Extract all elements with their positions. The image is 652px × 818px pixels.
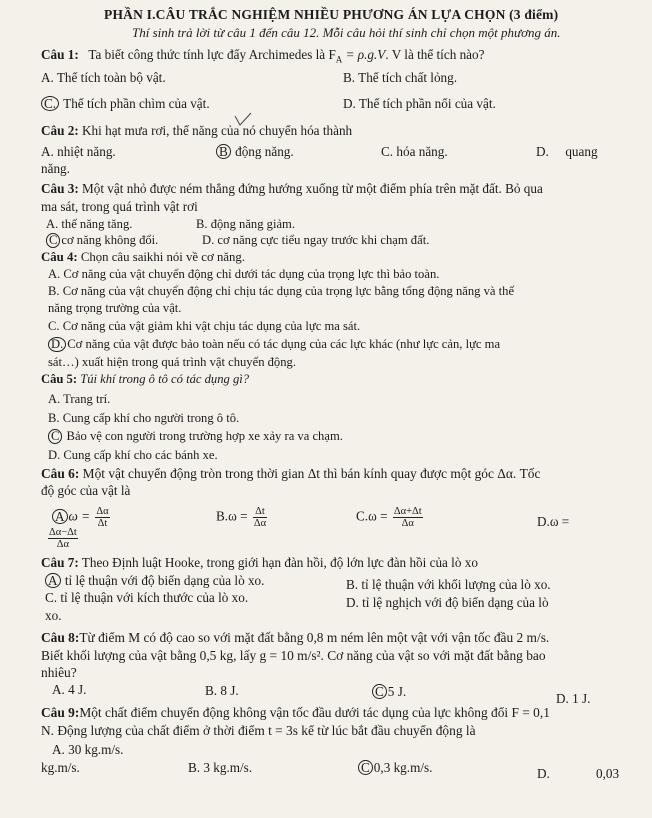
selected-mark: C. xyxy=(41,96,59,111)
question-6-text-2: độ góc của vật là xyxy=(41,483,131,498)
q6-option-c[interactable]: C.ω = $\frac{\Delta\alpha+\Delta t}{\Delta\alpha}$ xyxy=(356,506,422,529)
selected-mark: C xyxy=(372,684,387,699)
question-7: Câu 7: Theo Định luật Hooke, trong giới hạn đàn hồi, độ lớn lực đàn hồi của lò xo xyxy=(41,555,478,570)
q7-option-c[interactable]: C. tỉ lệ thuận với kích thước của lò xo. xyxy=(45,590,249,605)
question-6: Câu 6: Một vật chuyển động tròn trong thời gian Δt thì bán kính quay được một góc Δα. Tốc xyxy=(41,466,541,481)
question-1-text-after: . V là thể tích nào? xyxy=(385,47,485,62)
selected-mark: A xyxy=(52,509,68,524)
q2-option-d-continued: năng. xyxy=(41,161,70,176)
question-1-formula: = ρ.g.V xyxy=(342,47,386,62)
question-9-text-2: N. Động lượng của chất điểm ở thời điểm t = 3s kể từ lúc bắt đầu chuyển động là xyxy=(41,723,476,738)
q6-option-b[interactable]: B.ω = $\frac{\Delta t}{\Delta\alpha}$ xyxy=(216,506,267,529)
q3-option-d[interactable]: D. cơ năng cực tiểu ngay trước khi chạm đất. xyxy=(202,233,430,247)
q4-option-d[interactable]: D. Cơ năng của vật được bảo toàn nếu có tác dụng của các lực khác (như lực cản, lực ma xyxy=(48,336,500,352)
q9-option-a[interactable]: A. 30 kg.m/s. xyxy=(52,742,124,757)
question-2: Câu 2: Khi hạt mưa rơi, thế năng của nó chuyển hóa thành xyxy=(41,123,353,138)
q3-option-c[interactable]: C cơ năng không đổi. xyxy=(46,232,158,248)
question-3-text-2: ma sát, trong quá trình vật rơi xyxy=(41,199,198,214)
q2-option-b[interactable]: B động năng. xyxy=(216,144,294,160)
q4-option-d-continued: sát…) xuất hiện trong quá trình vật chuyển động. xyxy=(48,355,296,369)
selected-mark: C xyxy=(358,760,373,775)
question-4: Câu 4: Chọn câu saikhi nói về cơ năng. xyxy=(41,250,246,264)
q4-option-b[interactable]: B. Cơ năng của vật chuyển động chỉ chịu tác dụng của trọng lực bằng tổng động năng và thế xyxy=(48,284,515,298)
question-1 xyxy=(41,47,484,68)
q9-option-d[interactable]: D. xyxy=(537,766,550,781)
selected-mark: C xyxy=(46,233,60,248)
q8-option-d[interactable]: D. 1 J. xyxy=(556,691,591,706)
q2-option-a[interactable]: A. nhiệt năng. xyxy=(41,144,116,159)
section-title: PHẦN I.CÂU TRẮC NGHIỆM NHIỀU PHƯƠNG ÁN LỰA CHỌN (3 điểm) xyxy=(104,7,559,22)
selected-mark: B xyxy=(216,144,231,159)
question-1-text: Ta biết công thức tính lực đẩy Archimedes là F xyxy=(88,47,336,62)
q9-option-c[interactable]: C 0,3 kg.m/s. xyxy=(358,760,432,776)
selected-mark: D. xyxy=(48,337,66,352)
q7-option-b[interactable]: B. tỉ lệ thuận với khối lượng của lò xo. xyxy=(346,577,551,592)
q7-option-d[interactable]: D. tỉ lệ nghịch với độ biến dạng của lò xyxy=(346,595,549,610)
q3-option-b[interactable]: B. động năng giảm. xyxy=(196,217,295,231)
q9-option-a-continued: kg.m/s. xyxy=(41,760,80,775)
q9-option-d-value: 0,03 xyxy=(596,766,620,781)
q4-option-a[interactable]: A. Cơ năng của vật chuyển động chỉ dưới tác dụng của trọng lực thì bảo toàn. xyxy=(48,267,440,281)
q1-option-a[interactable]: A. Thể tích toàn bộ vật. xyxy=(41,70,166,85)
q4-option-c[interactable]: C. Cơ năng của vật giảm khi vật chịu tác dụng của lực ma sát. xyxy=(48,319,361,333)
question-3: Câu 3: Một vật nhỏ được ném thẳng đứng hướng xuống từ một điểm phía trên mặt đất. Bỏ qua xyxy=(41,181,543,196)
q6-option-a[interactable]: A ω = $\frac{\Delta\alpha}{\Delta t}$ xyxy=(52,506,112,534)
q3-option-a[interactable]: A. thế năng tăng. xyxy=(46,217,133,231)
section-instruction: Thí sinh trả lời từ câu 1 đến câu 12. Mỗi câu hỏi thí sinh chỉ chọn một phương án. xyxy=(132,25,561,40)
question-1-label: Câu 1: xyxy=(41,47,79,62)
q5-option-d[interactable]: D. Cung cấp khí cho các bánh xe. xyxy=(48,448,218,462)
q4-option-b-continued: năng trọng trường của vật. xyxy=(48,301,182,315)
q6-option-d[interactable]: D.ω = xyxy=(537,514,570,529)
q1-option-c[interactable]: C. Thể tích phần chìm của vật. xyxy=(41,96,210,112)
q9-option-b[interactable]: B. 3 kg.m/s. xyxy=(188,760,253,775)
question-1-subscript: A xyxy=(335,54,343,65)
q5-option-a[interactable]: A. Trang trí. xyxy=(48,392,111,406)
q8-option-a[interactable]: A. 4 J. xyxy=(52,682,87,697)
selected-mark: A xyxy=(45,573,61,588)
q2-option-c[interactable]: C. hóa năng. xyxy=(381,144,448,159)
question-8-text-2: Biết khối lượng của vật bằng 0,5 kg, lấy g = 10 m/s². Cơ năng của vật so với mặt đất bằng bao xyxy=(41,648,546,663)
selected-mark: C xyxy=(48,429,62,444)
q8-option-c[interactable]: C 5 J. xyxy=(372,684,406,700)
q7-option-d-continued: xo. xyxy=(45,608,62,623)
q5-option-b[interactable]: B. Cung cấp khí cho người trong ô tô. xyxy=(48,411,240,425)
question-9: Câu 9:Một chất điểm chuyển động không vận tốc đầu dưới tác dụng của lực không đổi F = 0,1 xyxy=(41,705,550,720)
q1-option-d[interactable]: D. Thể tích phần nổi của vật. xyxy=(343,96,496,111)
question-8: Câu 8:Từ điểm M có độ cao so với mặt đất bằng 0,8 m ném lên một vật với vận tốc đầu 2 m/s. xyxy=(41,630,550,645)
q8-option-b[interactable]: B. 8 J. xyxy=(205,683,239,698)
q6-option-d-fraction: $\frac{\Delta\alpha-\Delta t}{\Delta\alpha}$ xyxy=(49,527,77,550)
question-5: Câu 5: Túi khí trong ô tô có tác dụng gì? xyxy=(41,372,250,386)
question-8-text-3: nhiêu? xyxy=(41,665,77,680)
q7-option-a[interactable]: A tỉ lệ thuận với độ biến dạng của lò xo. xyxy=(45,573,264,589)
q1-option-b[interactable]: B. Thể tích chất lỏng. xyxy=(343,70,458,85)
q5-option-c[interactable]: C Bảo vệ con người trong trường hợp xe xảy ra va chạm. xyxy=(48,428,343,444)
q2-option-d[interactable]: D. quang xyxy=(536,144,598,159)
